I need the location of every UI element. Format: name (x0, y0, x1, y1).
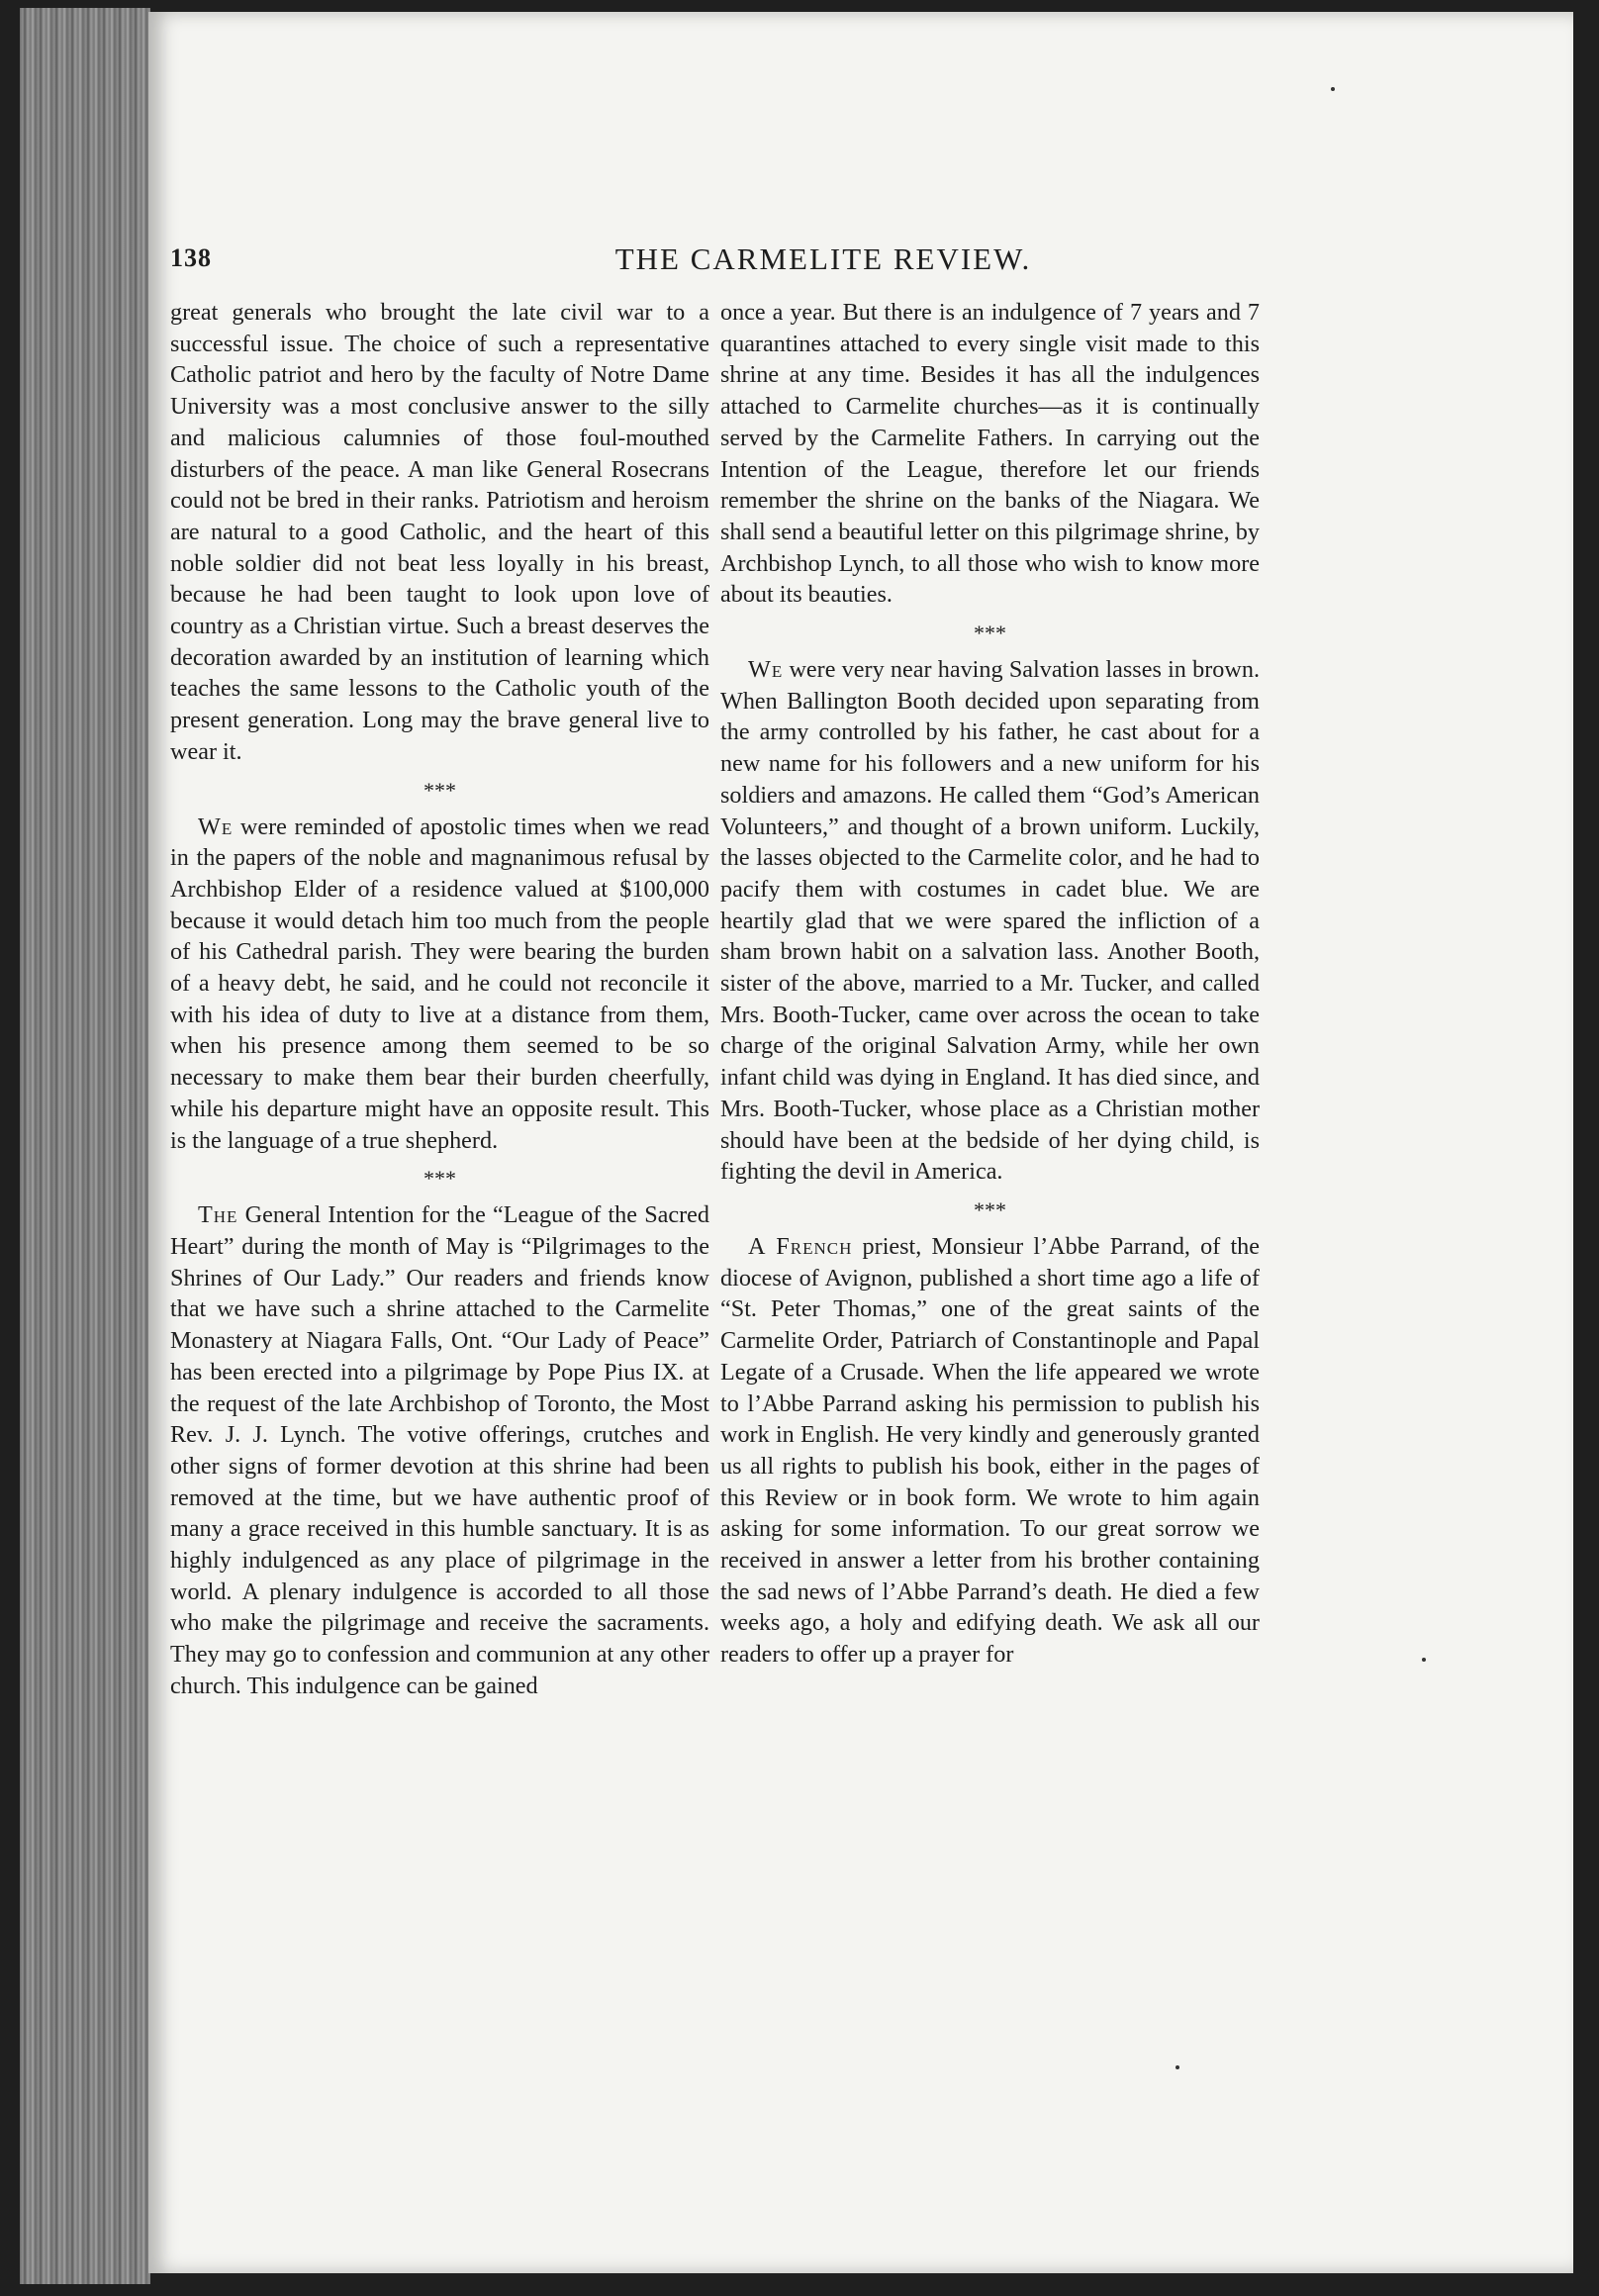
paragraph-text: General Intention for the “League of the Sacred Heart” during the month of May is “Pilgrimages to the Shrines of Our Lady.” Our readers and friends know that we have such a shrine attached to the Carmelite Monastery at Niagara Falls, Ont. “Our Lady of Peace” has been erected into a pilgrimage by Pope Pius IX. at the request of the late Archbishop of Toronto, the Most Rev. J. J. Lynch. The votive offerings, crutches and other signs of former devotion at this shrine had been removed at the time, but we have authentic proof of many a grace received in this humble sanctuary. It is as highly indulgenced as any place of pilgrimage in the world. A plenary indulgence is accorded to all those who make the pilgrimage and receive the sacraments. They may go to confession and communion at any other church. This indulgence can be gained (170, 1201, 709, 1699)
section-divider (170, 768, 709, 812)
running-title: THE CARMELITE REVIEW. (614, 241, 1032, 276)
dust-speck (1176, 2065, 1179, 2069)
paragraph-lead-word: We (748, 656, 784, 684)
left-paragraph-2 (170, 812, 709, 1157)
section-divider (170, 1156, 709, 1199)
dust-speck (1422, 1658, 1426, 1662)
asterism: *** (974, 621, 1006, 646)
page-header (170, 238, 1407, 277)
paragraph-lead-word: The (198, 1201, 238, 1229)
right-column (720, 297, 1260, 1671)
paragraph-text: priest, Monsieur l’Abbe Parrand, of the diocese of Avignon, published a short time ago a life of “St. Peter Thomas,” one of the great saints of the Carmelite Order, Patriarch of Constantinople and Papal Legate of a Crusade. When the life appeared we wrote to l’Abbe Parrand asking his permission to publish his work in English. He very kindly and generously granted us all rights to publish his book, either in the pages of this Review or in book form. We wrote to him again asking for some information. To our great sorrow we received in answer a letter from his brother containing the sad news of l’Abbe Parrand’s death. He died a few weeks ago, a holy and edifying death. We ask all our readers to offer up a prayer for (720, 1232, 1261, 1669)
asterism: *** (423, 777, 456, 803)
left-paragraph-1: great generals who brought the late civil war to a successful issue. The choice of such a representative Catholic patriot and hero by the faculty of Notre Dame University was a most conclusive answer to the silly and malicious calumnies of those foul-mouthed disturbers of the peace. A man like General Rosecrans could not be bred in their ranks. Patriotism and heroism are natural to a good Catholic, and the heart of this noble soldier did not beat less loyally in his breast, because he had been taught to look upon love of country as a Christian virtue. Such a breast deserves the decoration awarded by an institution of learning which teaches the same lessons to the Catholic youth of the present generation. Long may the brave general live to wear it. (170, 299, 709, 765)
paragraph-lead-word: A French (748, 1232, 853, 1260)
dust-speck (1331, 87, 1335, 91)
right-paragraph-3 (720, 1231, 1260, 1671)
section-divider (720, 1188, 1260, 1231)
paragraph-text: were reminded of apostolic times when we read in the papers of the noble and magnanimous refusal by Archbishop Elder of a residence valued at $100,000 because it would detach him too much from the people of his Cathedral parish. They were bearing the burden of a heavy debt, he said, and he could not reconcile it with his idea of duty to live at a distance from them, when his presence among them seemed to be so necessary to make them bear their burden cheerfully, while his departure might have an opposite result. This is the language of a true shepherd. (170, 813, 709, 1154)
asterism: *** (974, 1196, 1006, 1222)
asterism: *** (423, 1166, 456, 1192)
page-number: 138 (170, 243, 212, 272)
left-column (170, 297, 709, 1702)
right-paragraph-1: once a year. But there is an indulgence of 7 years and 7 quarantines attached to every single visit made to this shrine at any time. Besides it has all the indulgences attached to Carmelite churches—as it is continually served by the Carmelite Fathers. In carrying out the Intention of the League, therefore let our friends remember the shrine on the banks of the Niagara. We shall send a beautiful letter on this pilgrimage shrine, by Archbishop Lynch, to all those who wish to know more about its beauties. (720, 299, 1260, 609)
paragraph-text: were very near having Salvation lasses in brown. When Ballington Booth decided upon separating from the army controlled by his father, he cast about for a new name for his followers and a new uniform for his soldiers and amazons. He called them “God’s American Volunteers,” and thought of a brown uniform. Luckily, the lasses objected to the Carmelite color, and he had to pacify them with costumes in cadet blue. We are heartily glad that we were spared the infliction of a sham brown habit on a salvation lass. Another Booth, sister of the above, married to a Mr. Tucker, and called Mrs. Booth-Tucker, came over across the ocean to take charge of the original Salvation Army, while her own infant child was dying in England. It has died since, and Mrs. Booth-Tucker, whose place as a Christian mother should have been at the bedside of her dying child, is fighting the devil in America. (720, 656, 1260, 1186)
right-paragraph-2 (720, 654, 1260, 1188)
paragraph-lead-word: We (198, 813, 234, 840)
section-divider (720, 611, 1260, 654)
left-paragraph-3 (170, 1199, 709, 1701)
book-page-edges (20, 8, 150, 2284)
